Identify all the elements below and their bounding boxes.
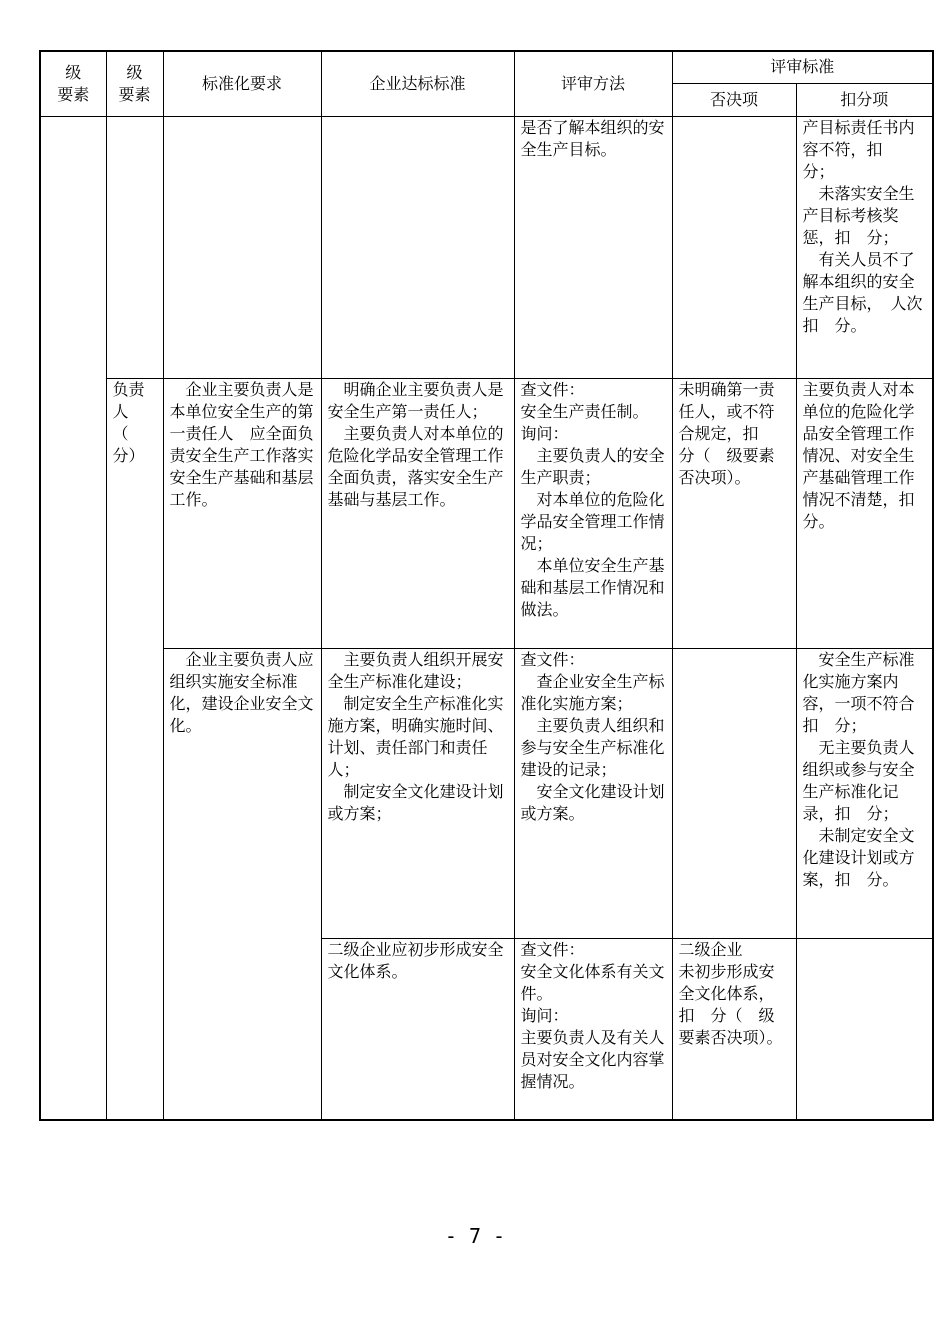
standard-cell: 明确企业主要负责人是安全生产第一责任人； 主要负责人对本单位的危险化学品安全管理工作全面负责，落实安全生产基础与基层工作。 (321, 378, 514, 648)
method-cell: 是否了解本组织的安全生产目标。 (514, 116, 672, 378)
standardization-table (39, 50, 934, 1121)
method-cell: 查文件： 安全文化体系有关文件。 询问： 主要负责人及有关人员对安全文化内容掌握情况。 (514, 938, 672, 1120)
veto-cell (672, 648, 796, 938)
table-row (40, 648, 933, 938)
method-cell: 查文件： 安全生产责任制。 询问： 主要负责人的安全生产职责； 对本单位的危险化学品安全管理工作情况； 本单位安全生产基础和基层工作情况和做法。 (514, 378, 672, 648)
deduction-cell: 产目标责任书内容不符，扣 分； 未落实安全生产目标考核奖惩，扣 分； 有关人员不了解本组织的安全生产目标， 人次扣 分。 (796, 116, 933, 378)
deduction-cell: 安全生产标准化实施方案内容，一项不符合扣 分； 无主要负责人组织或参与安全生产标准化记录，扣 分； 未制定安全文化建设计划或方案，扣 分。 (796, 648, 933, 938)
table-row (40, 378, 933, 648)
table-row (40, 116, 933, 378)
header-deduction: 扣分项 (796, 83, 933, 116)
header-level2: 级 要素 (106, 51, 163, 116)
veto-cell (672, 116, 796, 378)
header-veto: 否决项 (672, 83, 796, 116)
deduction-cell (796, 938, 933, 1120)
veto-cell: 二级企业 未初步形成安全文化体系， 扣 分（ 级要素否决项）。 (672, 938, 796, 1120)
standard-cell (321, 116, 514, 378)
deduction-cell: 主要负责人对本单位的危险化学品安全管理工作情况、对安全生产基础管理工作情况不清楚，扣 分。 (796, 378, 933, 648)
level2-cell (106, 116, 163, 378)
header-requirement: 标准化要求 (163, 51, 321, 116)
requirement-cell: 企业主要负责人应组织实施安全标准化，建设企业安全文化。 (163, 648, 321, 1120)
method-cell: 查文件： 查企业安全生产标准化实施方案； 主要负责人组织和参与安全生产标准化建设的记录； 安全文化建设计划或方案。 (514, 648, 672, 938)
standard-cell: 二级企业应初步形成安全文化体系。 (321, 938, 514, 1120)
page-number: - 7 - (444, 1224, 506, 1248)
standard-cell: 主要负责人组织开展安全生产标准化建设； 制定安全生产标准化实施方案，明确实施时间、计划、责任部门和责任人； 制定安全文化建设计划或方案； (321, 648, 514, 938)
level1-cell (40, 116, 106, 1120)
header-review-criteria: 评审标准 (672, 51, 933, 83)
veto-cell: 未明确第一责任人，或不符合规定，扣 分（ 级要素否决项）。 (672, 378, 796, 648)
requirement-cell (163, 116, 321, 378)
header-standard: 企业达标标准 (321, 51, 514, 116)
header-method: 评审方法 (514, 51, 672, 116)
requirement-cell: 企业主要负责人是本单位安全生产的第一责任人 应全面负责安全生产工作落实安全生产基础和基层工作。 (163, 378, 321, 648)
header-level1: 级 要素 (40, 51, 106, 116)
level2-cell: 负责人 （ 分） (106, 378, 163, 1120)
